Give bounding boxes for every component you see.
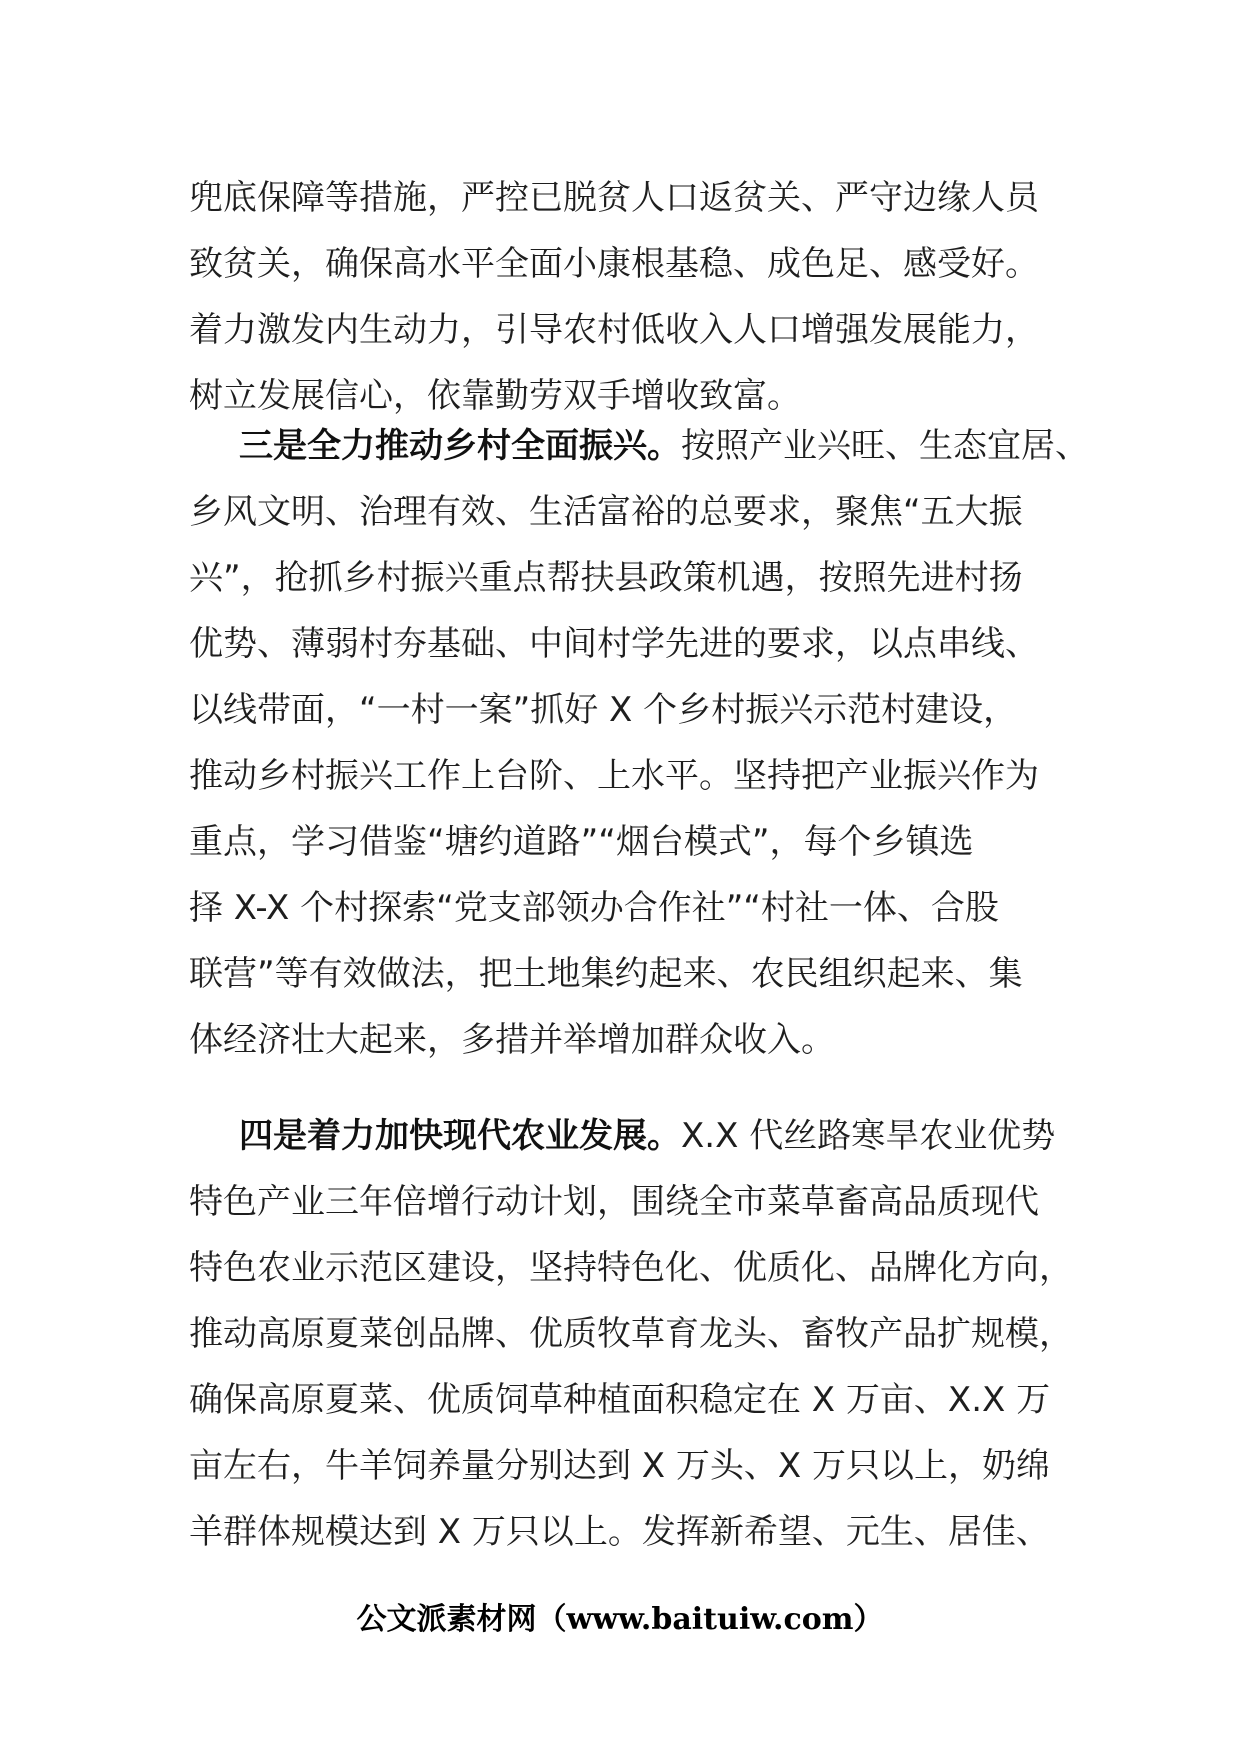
- text-line: 树立发展信心，依靠勤劳双手增收致富。: [189, 376, 801, 416]
- text-line: 着力激发内生动力，引导农村低收入人口增强发展能力，: [189, 310, 1039, 350]
- paragraph-heading: 四是着力加快现代农业发展。: [239, 1116, 681, 1156]
- text-run: X.X 代丝路寒旱农业优势: [681, 1116, 1056, 1156]
- text-line: 兴”，抢抓乡村振兴重点帮扶县政策机遇，按照先进村扬: [189, 558, 1023, 598]
- paragraph-poverty-safeguard: [189, 165, 1069, 429]
- text-line: 乡风文明、治理有效、生活富裕的总要求，聚焦“五大振: [189, 492, 1023, 532]
- text-line: 推动高原夏菜创品牌、优质牧草育龙头、畜牧产品扩规模，: [189, 1314, 1073, 1354]
- text-line: 以线带面，“一村一案”抓好 X 个乡村振兴示范村建设，: [189, 690, 1018, 730]
- paragraph-heading: 三是全力推动乡村全面振兴。: [239, 426, 681, 466]
- text-line: 确保高原夏菜、优质饲草种植面积稳定在 X 万亩、X.X 万: [189, 1380, 1051, 1420]
- text-line: 特色农业示范区建设，坚持特色化、优质化、品牌化方向，: [189, 1248, 1073, 1288]
- text-line: 联营”等有效做法，把土地集约起来、农民组织起来、集: [189, 954, 1023, 994]
- text-line-first: [189, 413, 1089, 479]
- text-line: 致贫关，确保高水平全面小康根基稳、成色足、感受好。: [189, 244, 1039, 284]
- text-line: 亩左右，牛羊饲养量分别达到 X 万头、X 万只以上，奶绵: [189, 1446, 1051, 1486]
- text-line: 重点，学习借鉴“塘约道路”“烟台模式”，每个乡镇选: [189, 822, 974, 862]
- text-line: 特色产业三年倍增行动计划，围绕全市菜草畜高品质现代: [189, 1182, 1039, 1222]
- text-line: 优势、薄弱村夯基础、中间村学先进的要求，以点串线、: [189, 624, 1039, 664]
- text-run: 按照产业兴旺、生态宜居、: [681, 426, 1089, 466]
- text-line: 羊群体规模达到 X 万只以上。发挥新希望、元生、居佳、: [189, 1512, 1050, 1552]
- paragraph-rural-revitalization: [189, 413, 1089, 1073]
- text-line: 兜底保障等措施，严控已脱贫人口返贫关、严守边缘人员: [189, 178, 1039, 218]
- text-line: 择 X-X 个村探索“党支部领办合作社”“村社一体、合股: [189, 888, 999, 928]
- text-line: 体经济壮大起来，多措并举增加群众收入。: [189, 1020, 835, 1060]
- paragraph-modern-agriculture: [189, 1103, 1073, 1565]
- text-line-first: [189, 1103, 1069, 1169]
- text-line: 推动乡村振兴工作上台阶、上水平。坚持把产业振兴作为: [189, 756, 1039, 796]
- page-footer-watermark: 公文派素材网（www.baituiw.com）: [356, 1602, 884, 1637]
